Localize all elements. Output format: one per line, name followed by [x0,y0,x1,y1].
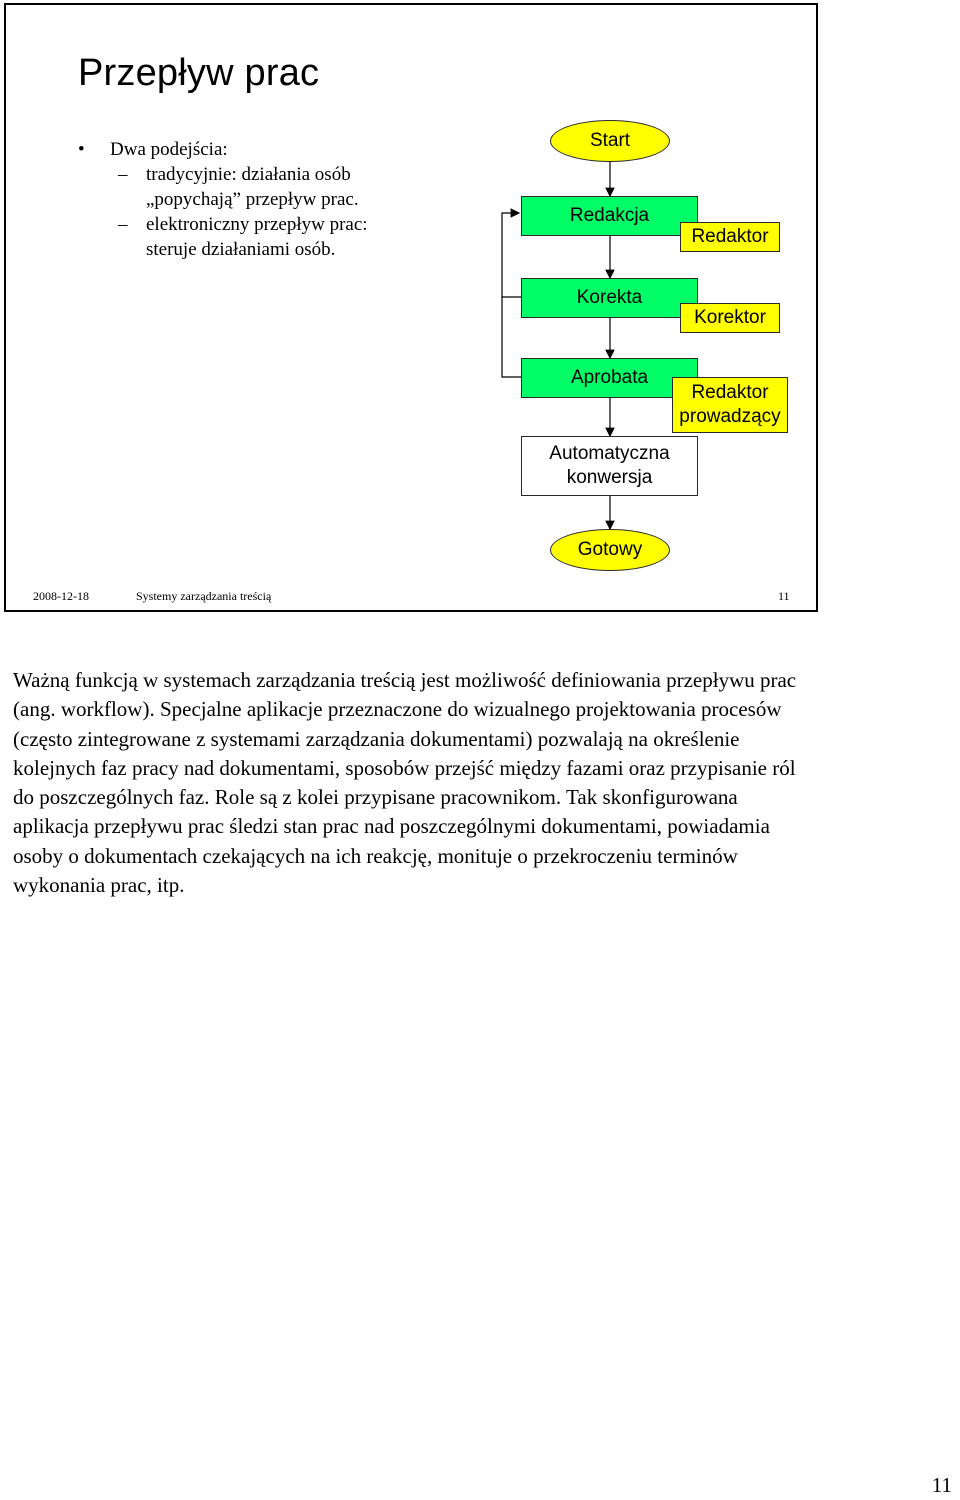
flow-start-node: Start [550,120,670,162]
flow-step-konwersja: Automatyczna konwersja [521,436,698,496]
flow-step-korekta: Korekta [521,278,698,318]
subbullet-text: tradycyjnie: działania osób „popychają” przepływ prac. [146,164,359,210]
page-number: 11 [931,1473,952,1497]
flow-role-korektor: Korektor [680,303,780,333]
notes-paragraph: Ważną funkcją w systemach zarządzania treścią jest możliwość definiowania przepływu prac (ang. workflow). Specjalne aplikacje przeznaczone do wizualnego projektowania procesów (często zintegrowane z systemami zarządzania dokumentami) pozwalają na określenie kolejnych faz pracy nad dokumentami, sposobów przejść między fazami oraz przypisanie ról do poszczególnych faz. Role są z kolei przypisane pracownikom. Tak skonfigurowana aplikacja przepływu prac śledzi stan prac nad poszczególnymi dokumentami, powiadamia osoby o dokumentach czekających na ich reakcję, monituje o przekroczeniu terminów wykonania prac, itp. [13,668,797,898]
slide-footer-title: Systemy zarządzania treścią [136,589,272,603]
bullet-marker: • [78,139,85,160]
flow-role-redaktor-prowadzacy: Redaktor prowadzący [672,377,788,433]
flow-end-node: Gotowy [550,529,670,571]
slide-title: Przepływ prac [78,52,320,94]
flow-step-redakcja: Redakcja [521,196,698,236]
subbullet-text: elektroniczny przepływ prac: steruje działaniami osób. [146,214,368,260]
slide-footer-page: 11 [778,589,790,603]
slide-footer-date: 2008-12-18 [33,589,89,603]
subbullet-marker: – [118,214,128,235]
feedback-korekta-loop [502,213,521,297]
bullet-text: Dwa podejścia: [110,139,228,160]
subbullet-marker: – [118,164,128,185]
slide-frame [4,3,818,612]
flow-role-redaktor: Redaktor [680,222,780,252]
flow-step-aprobata: Aprobata [521,358,698,398]
feedback-aprobata-loop [502,297,521,377]
